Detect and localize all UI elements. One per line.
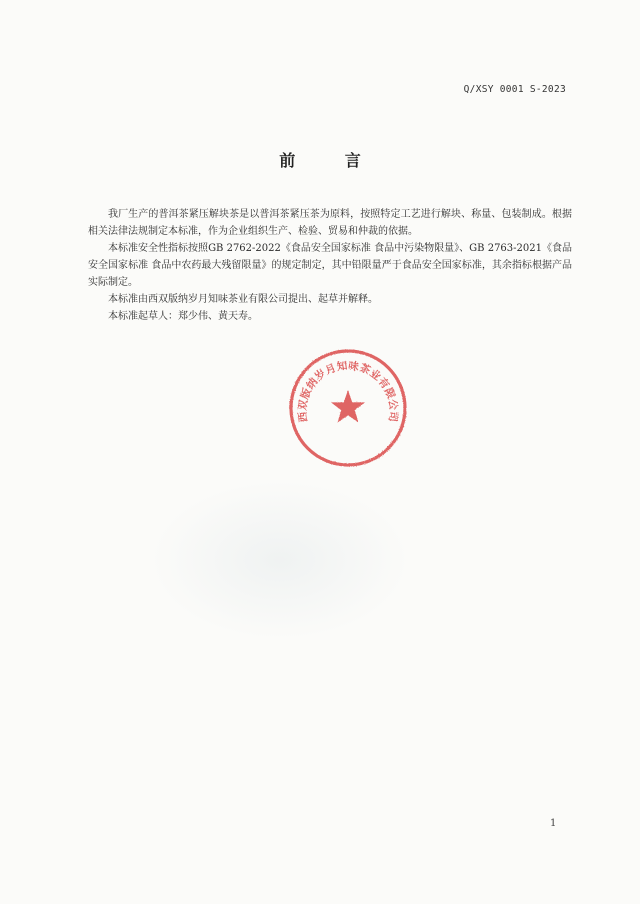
paragraph: 本标准由西双版纳岁月知味茶业有限公司提出、起草并解释。 [108,294,378,305]
standard-code: Q/XSY 0001 S-2023 [463,84,566,95]
paper-smudge [150,480,410,640]
seal-star-icon [331,390,365,423]
seal-text-path: 西双版纳岁月知味茶业有限公司 [296,359,400,423]
page-number: 1 [550,818,557,829]
company-seal-stamp [286,346,410,470]
paragraph: 本标准安全性指标按照GB 2762-2022《食品安全国家标准 食品中污染物限量》、GB 2763-2021《食品安全国家标准 食品中农药最大残留限量》的规定制定，其中铅限量严于食品安全国家标准，其余指标根据产品实际制定。 [88,243,572,288]
document-body [88,206,572,325]
page-title: 前 言 [279,151,383,170]
paragraph: 本标准起草人：郑少伟、黄天寿。 [108,311,258,322]
paragraph: 我厂生产的普洱茶紧压解块茶是以普洱茶紧压茶为原料，按照特定工艺进行解块、称量、包装制成。根据相关法律法规制定本标准，作为企业组织生产、检验、贸易和仲裁的依据。 [88,209,572,237]
